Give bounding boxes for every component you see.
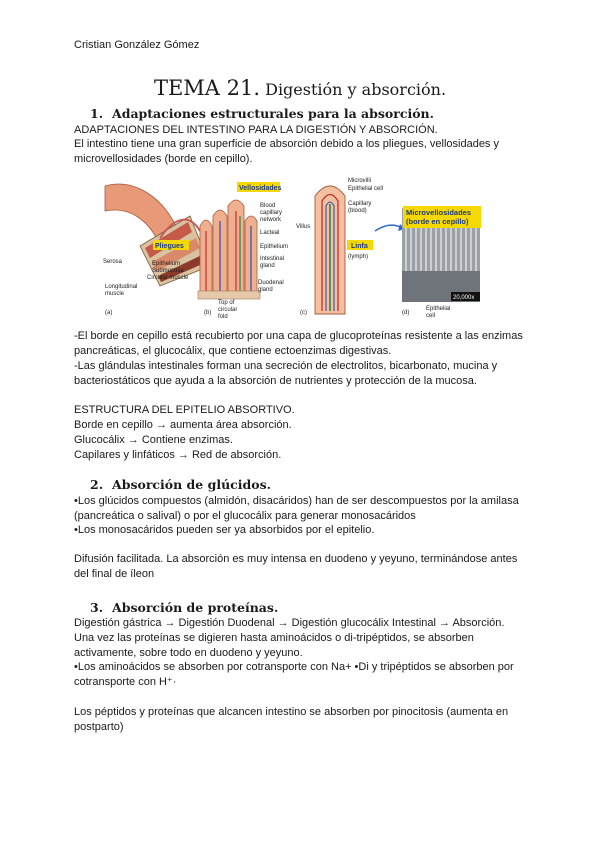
label-capillary-2: (blood) (348, 208, 367, 214)
paragraph-line: -El borde en cepillo está recubierto por una capa de glucoproteínas resistente a las enzimas (74, 330, 523, 342)
label-pliegues: Pliegues (155, 243, 184, 250)
section-2-title: Absorción de glúcidos. (112, 477, 271, 492)
paragraph-line: pancreáticas, el glucocálix, que contiene ectoenzimas digestivas. (74, 345, 392, 357)
label-epithelial-cell-d: Epithelial (426, 306, 451, 312)
title-sub: Digestión y absorción. (265, 80, 447, 99)
label-epithelial-cell: Epithelial cell (348, 186, 384, 192)
label-panel-a: (a) (105, 310, 113, 316)
label-longitudinal: Longitudinal (105, 284, 138, 290)
structure-line: Capilares y linfáticos → Red de absorción. (74, 449, 282, 461)
page-title (0, 76, 600, 100)
label-longitudinal-2: muscle (105, 291, 125, 297)
label-intestinal-gland-2: gland (260, 263, 275, 269)
label-top-fold-2: circular (218, 307, 238, 313)
structure-line: Borde en cepillo → aumenta área absorción. (74, 419, 292, 431)
paragraph-line: bacteriostáticos que ayuda a la absorción de nutrientes y protección de la mucosa. (74, 375, 477, 387)
section-1-line: El intestino tiene una gran superficie de absorción debido a los pliegues, vellosidades y (74, 138, 499, 150)
section-2-line: •Los glúcidos compuestos (almidón, disacáridos) han de ser descompuestos por la amilasa (74, 495, 519, 507)
label-circular-muscle: Circular muscle (147, 275, 189, 281)
label-blood-capillary-3: network (260, 217, 282, 223)
label-top-fold-3: fold (218, 314, 228, 320)
label-epithelium-b: Epithelium (260, 244, 289, 250)
label-blood-capillary: Blood (260, 203, 276, 209)
section-2-number: 2. (90, 477, 104, 492)
label-capillary: Capillary (348, 201, 372, 207)
section-1-line: ADAPTACIONES DEL INTESTINO PARA LA DIGESTIÓN Y ABSORCIÓN. (74, 124, 438, 136)
section-3-heading (90, 600, 278, 615)
section-2-heading (90, 477, 271, 492)
label-panel-d: (d) (402, 310, 410, 316)
label-blood-capillary-2: capillary (260, 210, 283, 216)
section-1-line: microvellosidades (borde en cepillo). (74, 153, 253, 165)
label-duodenal-gland: Duodenal (258, 280, 284, 286)
section-3-line: activamente, sobre todo en duodeno y yeyuno. (74, 647, 303, 659)
section-3-line: Digestión gástrica → Digestión Duodenal → Digestión glucocálix Intestinal → Absorción. (74, 617, 505, 629)
label-lymph: (lymph) (348, 254, 369, 260)
label-magnification: 20,000x (453, 295, 475, 301)
section-3-line: Una vez las proteínas se digieren hasta aminoácidos o di-tripéptidos, se absorben (74, 632, 474, 644)
structure-line: Glucocálix → Contiene enzimas. (74, 434, 233, 446)
label-villus: Villus (296, 224, 311, 230)
section-3-line: Los péptidos y proteínas que alcancen intestino se absorben por pinocitosis (aumenta en (74, 706, 509, 718)
section-1-number: 1. (90, 106, 104, 121)
section-2-line: del final de íleon (74, 568, 155, 580)
section-3-line: cotransporte con H⁺· (74, 676, 177, 688)
label-lacteal: Lacteal (260, 230, 280, 236)
label-microvellosidades: Microvellosidades (406, 208, 472, 217)
section-2-line: (pancreática o salival) o por el glucocálix para generar monosacáridos (74, 510, 416, 522)
label-epithelial-cell-d2: cell (426, 313, 436, 319)
label-linfa: Linfa (351, 243, 368, 250)
label-panel-b: (b) (204, 310, 212, 316)
panel-b-villi (198, 200, 260, 299)
label-borde-cepillo: (borde en cepillo) (406, 217, 469, 226)
author-name: Cristian González Gómez (74, 39, 200, 51)
section-3-title: Absorción de proteínas. (112, 600, 279, 615)
label-epithelium: Epithelium (152, 261, 181, 267)
panel-c-villus (315, 186, 345, 314)
intestine-figure (100, 176, 500, 324)
section-3-number: 3. (90, 600, 104, 615)
arrow-icon (375, 225, 402, 231)
section-2-line: •Los monosacáridos pueden ser ya absorbidos por el epitelio. (74, 524, 375, 536)
section-3-line: postparto) (74, 721, 124, 733)
label-intestinal-gland: Intestinal (260, 256, 285, 262)
section-1-title: Adaptaciones estructurales para la absorción. (112, 106, 434, 121)
label-serosa: Serosa (103, 259, 123, 265)
section-1-heading (90, 106, 434, 121)
label-submucosa: Submucosa (152, 268, 184, 274)
label-duodenal-gland-2: gland (258, 287, 273, 293)
paragraph-line: -Las glándulas intestinales forman una secreción de electrolitos, bicarbonato, mucina y (74, 360, 498, 372)
label-microvilli: Microvilli (348, 178, 371, 184)
label-top-fold: Top of (218, 300, 235, 306)
title-main: TEMA 21. (153, 76, 261, 100)
label-panel-c: (c) (300, 310, 307, 316)
structure-heading: ESTRUCTURA DEL EPITELIO ABSORTIVO. (74, 404, 295, 416)
label-vellosidades: Vellosidades (239, 185, 282, 192)
section-2-line: Difusión facilitada. La absorción es muy intensa en duodeno y yeyuno, terminándose antes (74, 553, 518, 565)
section-3-line: •Los aminoácidos se absorben por cotransporte con Na+ •Di y tripéptidos se absorben por (74, 661, 514, 673)
